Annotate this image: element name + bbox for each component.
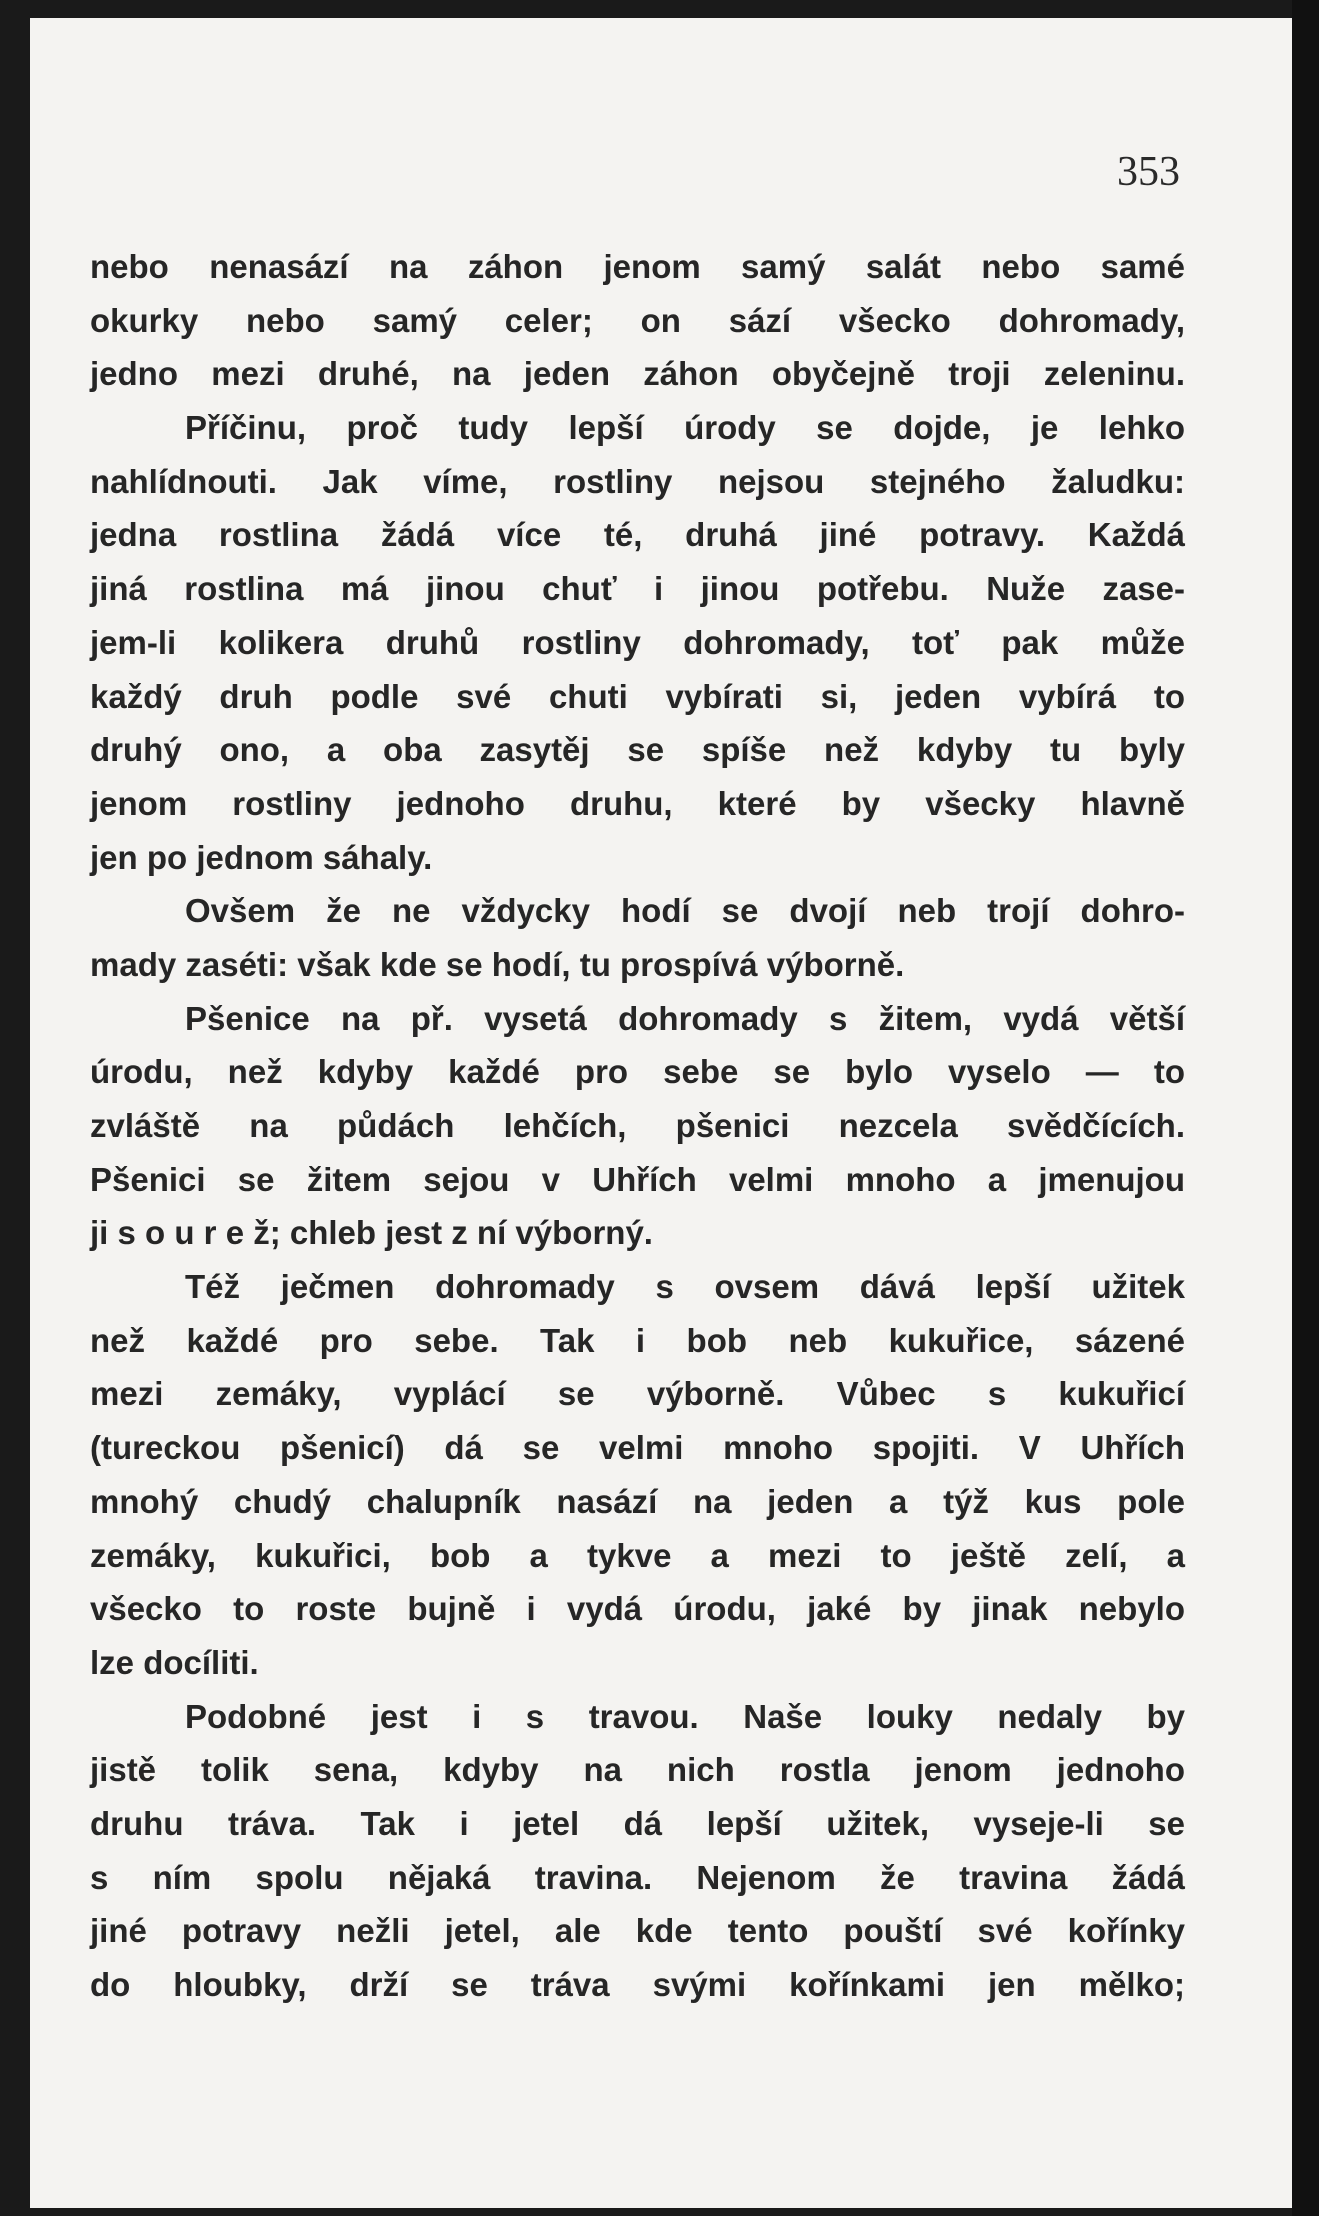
text-line: do hloubky, drží se tráva svými kořínkami jen mělko; [90,1966,1185,2003]
text-line: mady zaséti: však kde se hodí, tu prospívá výborně. [90,945,905,983]
text-line: všecko to roste bujně i vydá úrodu, jaké by jinak nebylo [90,1590,1185,1628]
page-number: 353 [1117,149,1180,195]
text-line: Pšenice na př. vysetá dohromady s žitem, vydá větší [185,999,1185,1037]
text-line: zemáky, kukuřici, bob a tykve a mezi to ještě zelí, a [90,1536,1185,1574]
text-line: úrodu, než kdyby každé pro sebe se bylo vyselo — to [90,1053,1185,1091]
text-line: jedno mezi druhé, na jeden záhon obyčejně troji zeleninu. [90,355,1185,393]
text-line: jen po jednom sáhaly. [90,838,433,876]
text-line: druhý ono, a oba zasytěj se spíše než kdyby tu byly [90,731,1185,769]
text-line: lze docíliti. [90,1643,259,1681]
text-line: jiná rostlina má jinou chuť i jinou potřebu. Nuže zase- [90,570,1185,608]
text-line: jem-li kolikera druhů rostliny dohromady, toť pak může [90,623,1185,661]
text-line: jenom rostliny jednoho druhu, které by všecky hlavně [90,784,1185,822]
text-line: Též ječmen dohromady s ovsem dává lepší užitek [185,1268,1185,1306]
text-line: nahlídnouti. Jak víme, rostliny nejsou stejného žaludku: [90,462,1185,500]
text-line: jistě tolik sena, kdyby na nich rostla jenom jednoho [90,1751,1185,1789]
text-line: jedna rostlina žádá více té, druhá jiné potravy. Každá [90,516,1185,554]
text-line: ji s o u r e ž; chleb jest z ní výborný. [90,1214,653,1252]
text-line: zvláště na půdách lehčích, pšenici nezcela svědčících. [90,1107,1185,1144]
text-line: Pšenici se žitem sejou v Uhřích velmi mnoho a jmenujou [90,1160,1185,1198]
text-line: Podobné jest i s travou. Naše louky nedaly by [185,1697,1185,1735]
text-line: (tureckou pšenicí) dá se velmi mnoho spojiti. V Uhřích [90,1429,1185,1467]
scan-border [1292,0,1319,2216]
text-line: než každé pro sebe. Tak i bob neb kukuřice, sázené [90,1321,1185,1359]
text-line: s ním spolu nějaká travina. Nejenom že travina žádá [90,1858,1185,1896]
text-line: nebo nenasází na záhon jenom samý salát nebo samé [90,248,1185,285]
text-line: Ovšem že ne vždycky hodí se dvojí neb trojí dohro- [185,892,1185,930]
text-line: jiné potravy nežli jetel, ale kde tento pouští své kořínky [90,1912,1185,1950]
text-line: okurky nebo samý celer; on sází všecko dohromady, [90,301,1185,339]
body-text [90,240,1185,2012]
text-line: mezi zemáky, vyplácí se výborně. Vůbec s kukuřicí [90,1375,1185,1413]
text-line: druhu tráva. Tak i jetel dá lepší užitek, vyseje-li se [90,1804,1185,1842]
text-line: každý druh podle své chuti vybírati si, jeden vybírá to [90,677,1185,715]
text-line: Příčinu, proč tudy lepší úrody se dojde, je lehko [185,409,1185,447]
text-line: mnohý chudý chalupník nasází na jeden a týž kus pole [90,1482,1185,1520]
